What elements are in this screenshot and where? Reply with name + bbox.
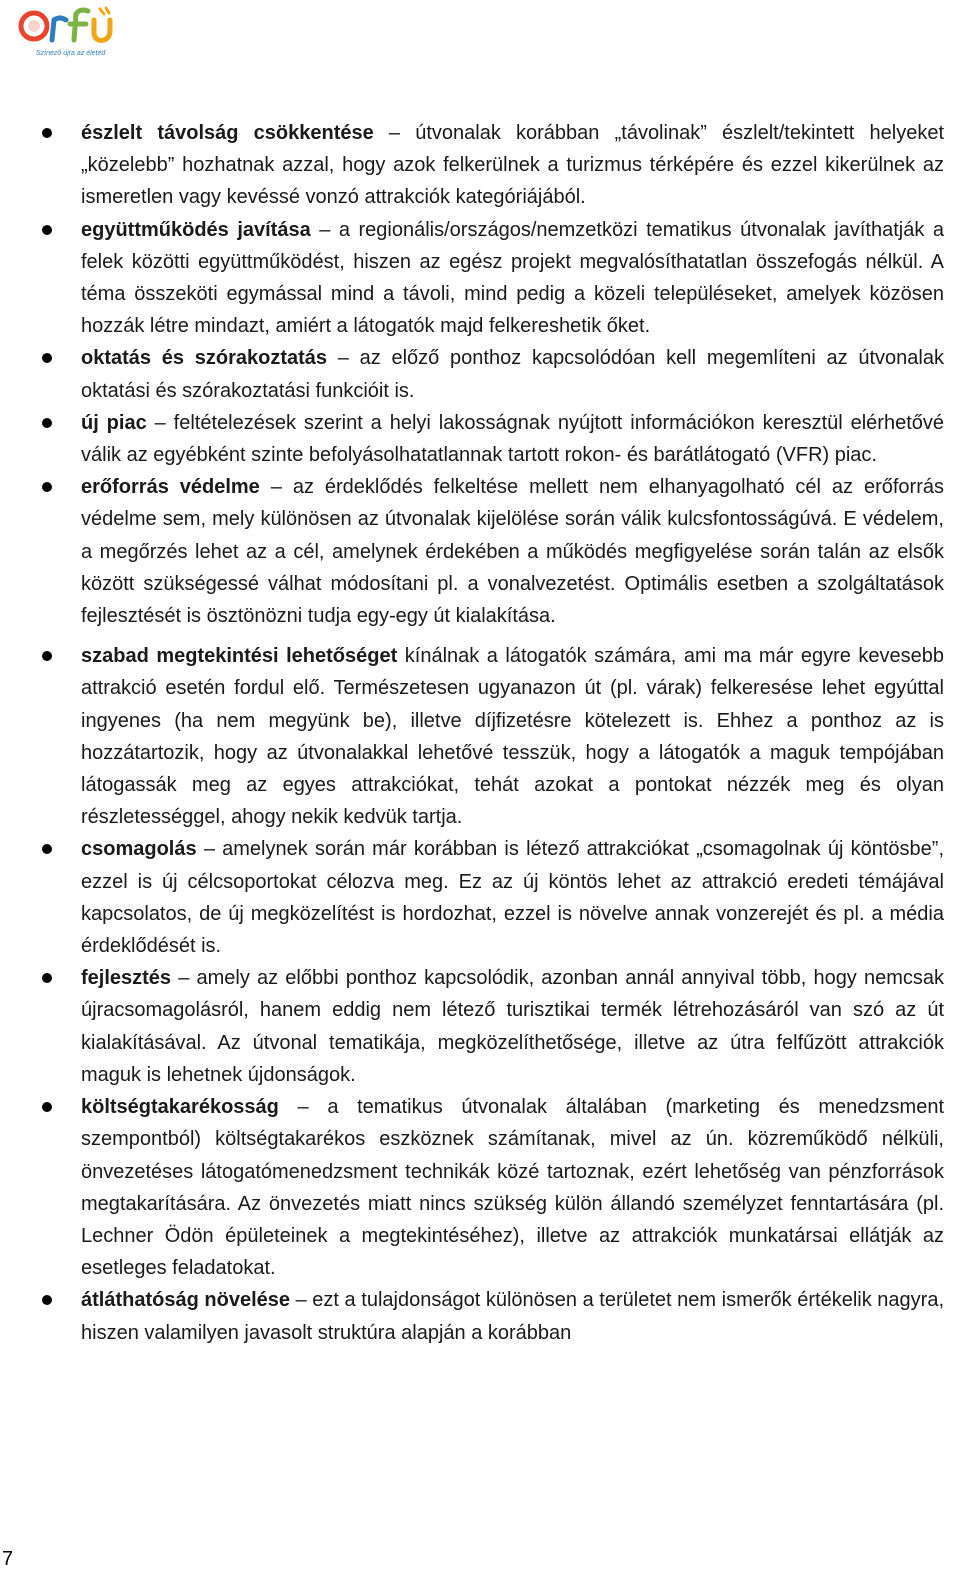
item-text: kínálnak a látogatók számára, ami ma már egyre kevesebb attrakció esetén fordul elő. Természetesen ugyanazon út (pl. várak) felkeresése lehet egyúttal ingyenes (ha nem megyünk be), illetve díjfizetésre kötelezett is. Ehhez a ponthoz az is hozzátartozik, hogy az útvonalakkal lehetővé tesszük, hogy a látogatók a maguk tempójában látogassák meg az egyes attrakciókat, tehát azokat a pontokat nézzék meg és olyan részletességgel, ahogy nekik kedvük tartja.	[81, 645, 945, 829]
bullet-icon	[42, 418, 52, 428]
item-term: együttműködés javítása	[81, 218, 311, 241]
item-text: – az érdeklődés felkeltése mellett nem elhanyagolható cél az erőforrás védelme sem, mely különösen az útvonalak kijelölése során válik kulcsfontosságúvá. E védelem, a megőrzés lehet az a cél, amelynek érdekében a működés megfigyelése során talán az elsők között szükségessé válhat módosítani pl. a vonalvezetést. Optimális esetben a szolgáltatások fejlesztését is ösztönözni tudja egy-egy út kialakítása.	[81, 476, 944, 628]
item-term: fejlesztés	[81, 967, 172, 990]
item-text: – a regionális/országos/nemzetközi tematikus útvonalak javíthatják a felek közötti együttműködést, hiszen az egész projekt megvalósíthatatlan összefogás nélkül. A téma összeköti egymással mind a távoli, mind pedig a közeli településeket, amelyek közösen hozzák létre mindazt, amiért a látogatók majd felkereshetik őket.	[81, 218, 944, 338]
item-text: – útvonalak korábban „távolinak” észlelt/tekintett helyeket „közelebb” hozhatnak azzal, hogy azok felkerülnek a turizmus térképére és ezzel kikerülnek az ismeretlen vagy kevéssé vonzó attrakciók kategóriájából.	[81, 122, 944, 209]
bullet-icon	[42, 1295, 52, 1305]
list-item	[38, 117, 944, 214]
bullet-icon	[42, 128, 52, 138]
list-item	[38, 640, 944, 833]
bullet-icon	[42, 973, 52, 983]
item-term: szabad megtekintési lehetőséget	[81, 645, 398, 668]
list-item	[38, 214, 944, 343]
item-term: új piac	[81, 411, 147, 434]
bullet-icon	[42, 353, 52, 363]
item-term: észlelt távolság csökkentése	[81, 122, 374, 144]
item-text: – ezt a tulajdonságot különösen a területet nem ismerők értékelik nagyra, hiszen valamilyen javasolt struktúra alapján a korábban	[81, 1289, 945, 1344]
list-item	[38, 833, 944, 962]
list-item	[38, 407, 944, 471]
list-item	[38, 1091, 944, 1284]
item-text: – az előző ponthoz kapcsolódóan kell megemlíteni az útvonalak oktatási és szórakoztatási funkcióit is.	[81, 347, 944, 402]
item-term: oktatás és szórakoztatás	[81, 347, 328, 370]
bullet-icon	[42, 844, 52, 854]
orfu-logo	[14, 4, 134, 68]
list-item	[38, 342, 944, 406]
item-term: csomagolás	[81, 838, 197, 861]
bullet-list	[38, 117, 944, 1349]
bullet-icon	[42, 1102, 52, 1112]
orfu-logo-graphic	[14, 4, 134, 54]
list-item	[38, 962, 944, 1091]
page-number: 7	[2, 1548, 14, 1570]
bullet-icon	[42, 225, 52, 235]
item-text: – a tematikus útvonalak általában (marketing és menedzsment szempontból) költségtakarékos eszköznek számítanak, mivel az ún. közreműködő nélküli, önvezetéses látogatómenedzsment technikák közé tartoznak, ezért lehetőség van pénzforrások megtakarítására. Az önvezetés miatt nincs szükség külön állandó személyzet fenntartására (pl. Lechner Ödön épületeinek a megtekintéséhez), illetve az attrakciók munkatársai ellátják az esetleges feladatokat.	[81, 1096, 944, 1280]
item-text: – feltételezések szerint a helyi lakosságnak nyújtott információkon keresztül elérhetővé válik az egyébként szinte befolyásolhatatlannak tartott rokon- és barátlátogató (VFR) piac.	[81, 411, 944, 467]
bullet-icon	[42, 482, 52, 492]
logo-tagline: Színező újra az életed	[36, 50, 106, 57]
bullet-icon	[42, 651, 52, 661]
item-text: – amely az előbbi ponthoz kapcsolódik, azonban annál annyival több, hogy nemcsak újracsomagolásról, hanem eddig nem létező turisztikai termék létrehozásáról van szó az út kialakításával. Az útvonal tematikája, megközelíthetősége, illetve az útra felfűzött attrakciók maguk is lehetnek újdonságok.	[81, 967, 944, 1086]
item-text: – amelynek során már korábban is létező attrakciókat „csomagolnak új köntösbe”, ezzel is új célcsoportokat célozva meg. Ez az új köntös lehet az attrakció eredeti témájával kapcsolatos, de új megközelítést is hordozhat, ezzel is növelve annak vonzerejét és pl. a média érdeklődését is.	[81, 838, 944, 958]
list-item	[38, 471, 944, 632]
item-term: költségtakarékosság	[81, 1096, 279, 1119]
item-term: átláthatóság növelése	[81, 1289, 290, 1312]
list-item	[38, 1284, 944, 1348]
item-term: erőforrás védelme	[81, 476, 260, 499]
